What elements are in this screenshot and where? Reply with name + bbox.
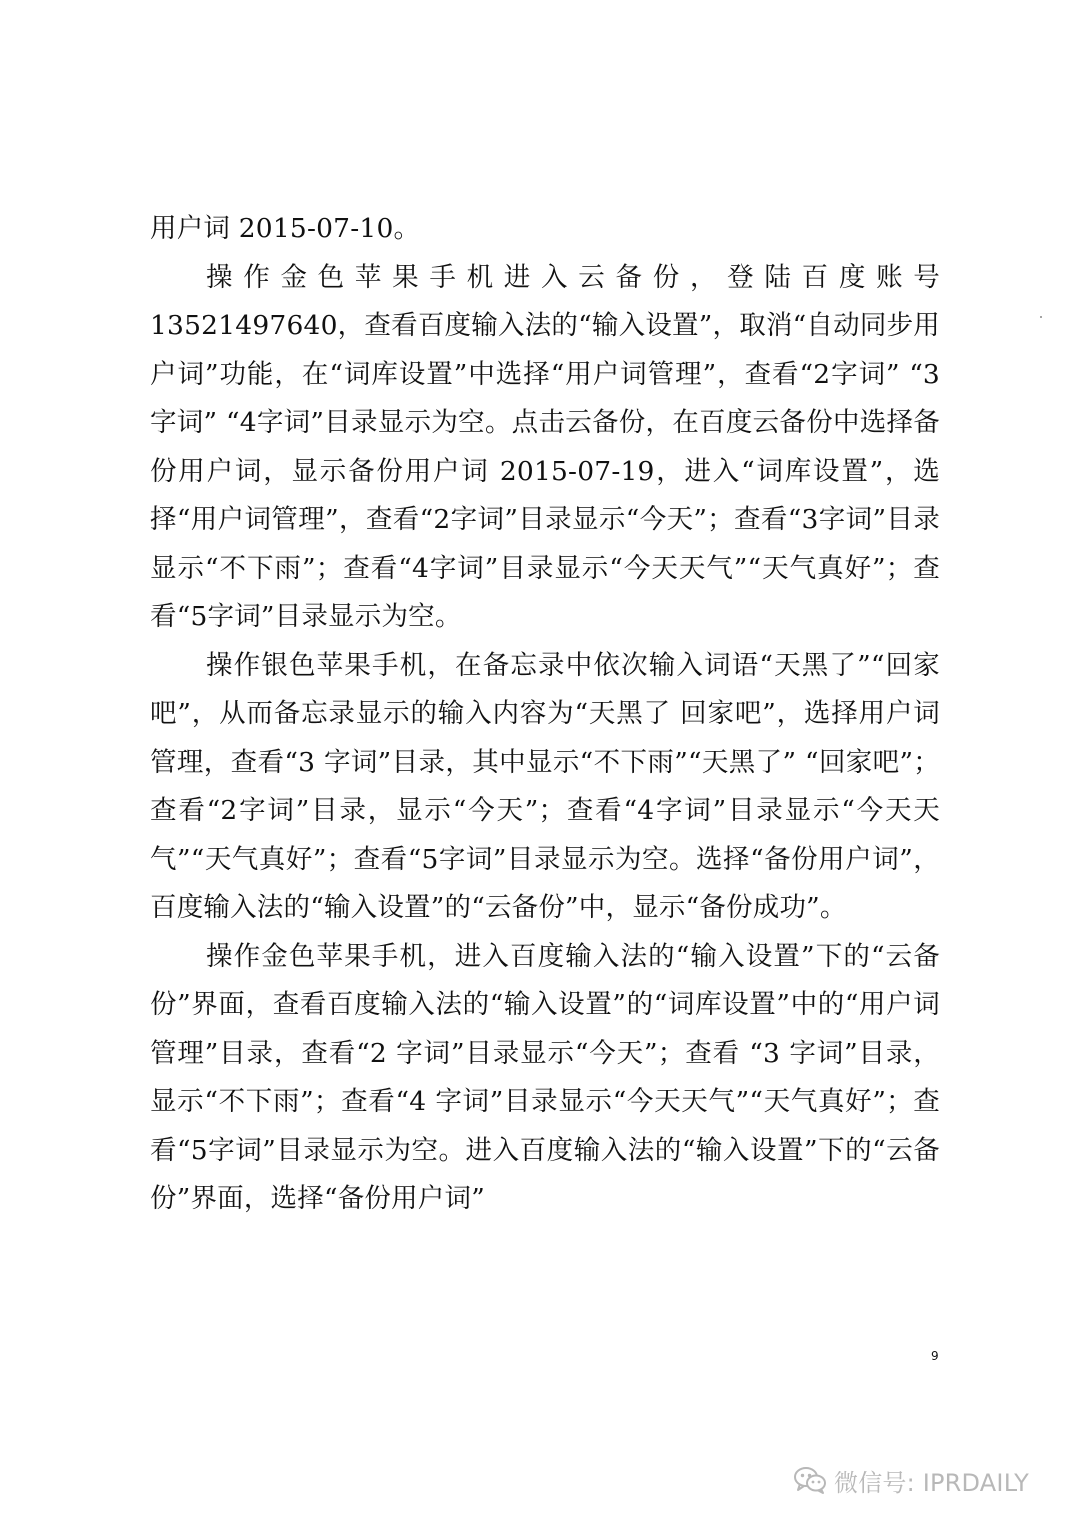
wechat-icon: [792, 1465, 828, 1495]
page-number: 9: [931, 1349, 939, 1363]
watermark-text: 微信号: IPRDAILY: [834, 1468, 1029, 1497]
scan-speck: [1040, 316, 1042, 318]
paragraph-gold-phone-cloud-backup: 操作金色苹果手机进入云备份，登陆百度账号 13521497640，查看百度输入法的“输入设置”，取消“自动同步用户词”功能，在“词库设置”中选择“用户词管理”，查看“2字词” “3字词” “4字词”目录显示为空。点击云备份，在百度云备份中选择备份用户词，显示备份用户词 2015-07-19，进入“词库设置”，选择“用户词管理”，查看“2字词”目录显示“今天”；查看“3字词”目录显示“不下雨”；查看“4字词”目录显示“今天天气”“天气真好”；查看“5字词”目录显示为空。: [150, 261, 940, 632]
paragraph-gold-phone-review: 操作金色苹果手机，进入百度输入法的“输入设置”下的“云备份”界面，查看百度输入法的“输入设置”的“词库设置”中的“用户词管理”目录，查看“2 字词”目录显示“今天”；查看 “3 字词”目录，显示“不下雨”；查看“4 字词”目录显示“今天天气”“天气真好”；查看“5字词”目录显示为空。进入百度输入法的“输入设置”下的“云备份”界面，选择“备份用户词”: [150, 940, 940, 1214]
paragraph-silver-phone-memo: 操作银色苹果手机，在备忘录中依次输入词语“天黑了”“回家吧”，从而备忘录显示的输入内容为“天黑了 回家吧”，选择用户词管理，查看“3 字词”目录，其中显示“不下雨”“天黑了” “回家吧”；查看“2字词”目录，显示“今天”；查看“4字词”目录显示“今天天气”“天气真好”；查看“5字词”目录显示为空。选择“备份用户词”，百度输入法的“输入设置”的“云备份”中，显示“备份成功”。: [150, 649, 940, 923]
paragraph-continuation: 用户词 2015-07-10。: [150, 213, 421, 244]
wechat-watermark: [792, 1462, 1029, 1498]
document-body: [150, 205, 940, 1224]
